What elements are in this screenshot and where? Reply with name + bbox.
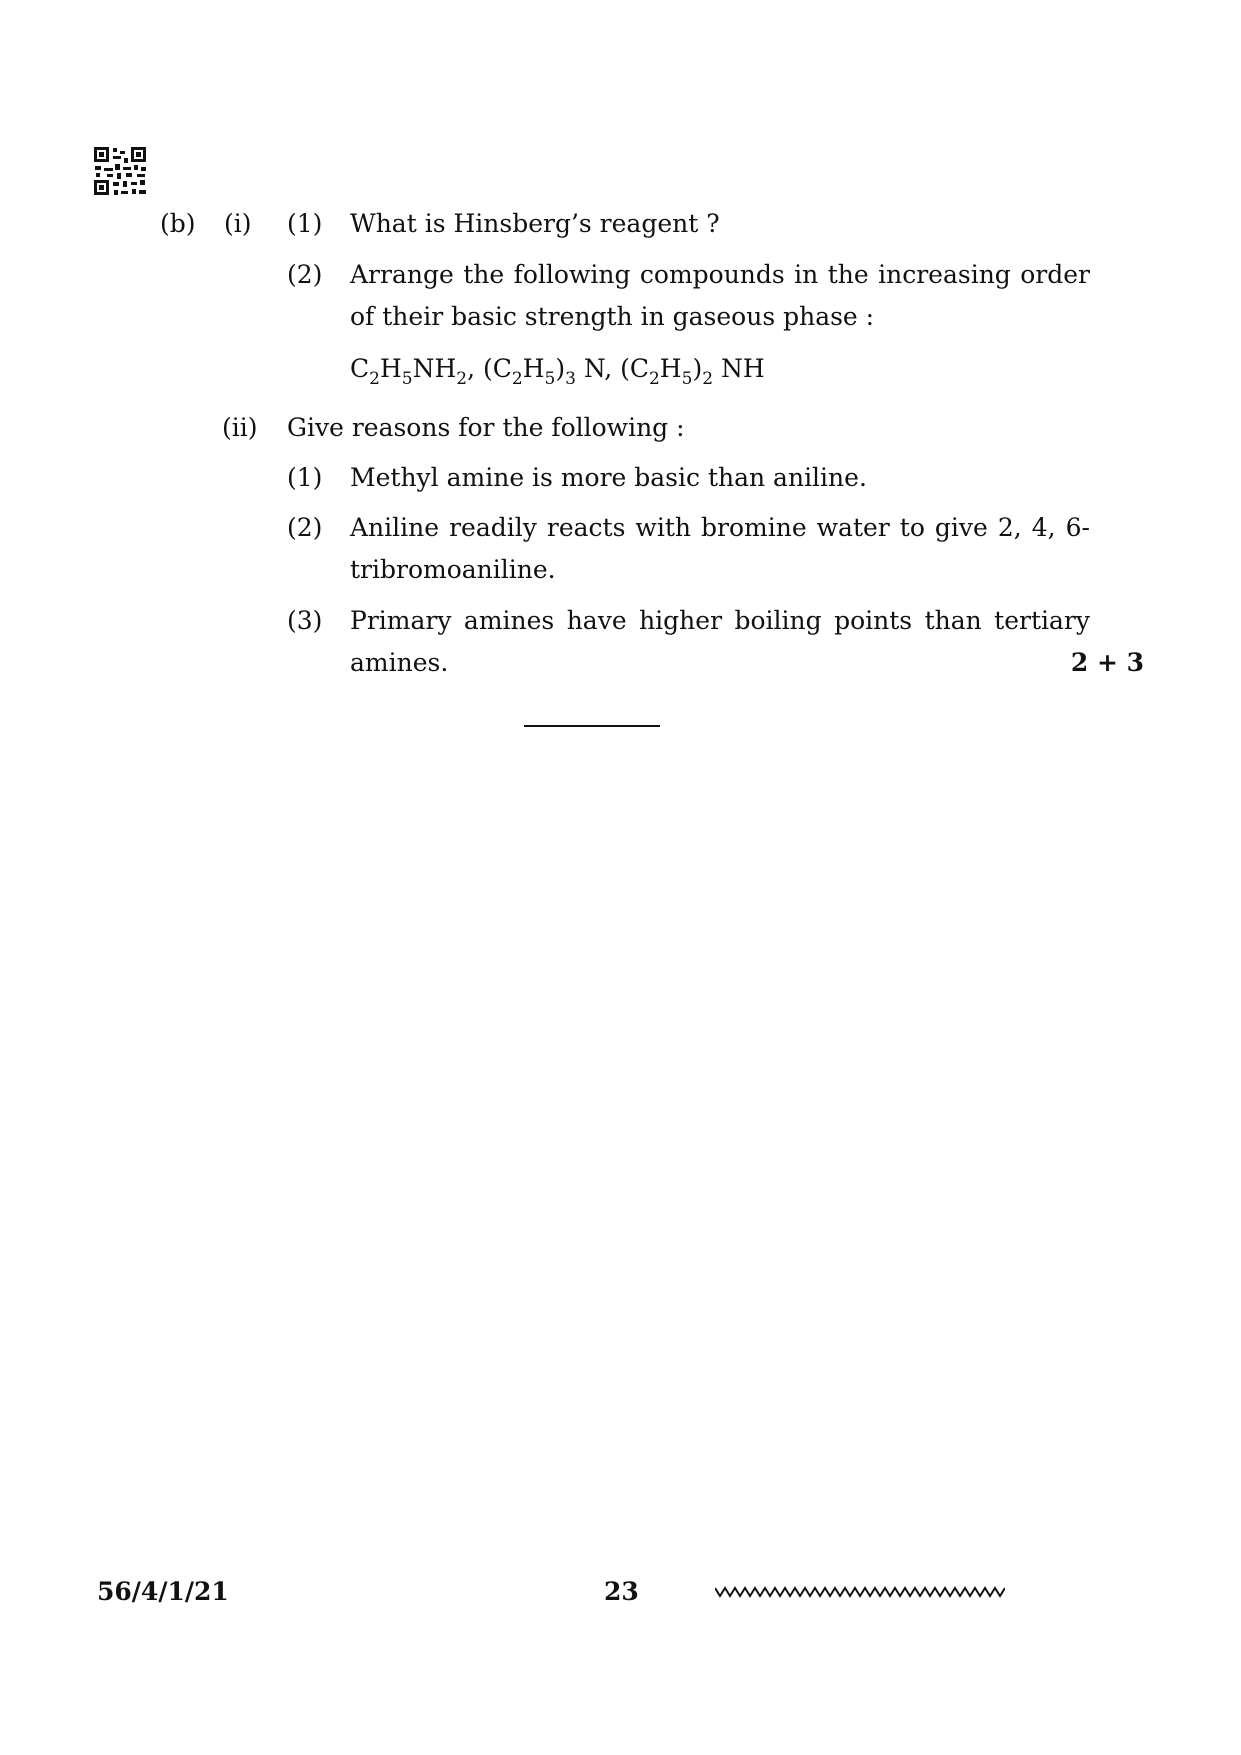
question-text-line: of their basic strength in gaseous phase : bbox=[350, 302, 875, 331]
reason-text-line: tribromoaniline. bbox=[350, 555, 556, 584]
paper-code: 56/4/1/21 bbox=[97, 1577, 229, 1606]
item-number: (2) bbox=[287, 513, 323, 542]
reason-text-line: Primary amines have higher boiling points than tertiary bbox=[350, 606, 1090, 635]
item-number: (3) bbox=[287, 606, 323, 635]
end-of-question-divider bbox=[524, 725, 660, 727]
marks-allocation: 2 + 3 bbox=[1070, 648, 1144, 677]
reason-text-line: Aniline readily reacts with bromine water to give 2, 4, 6- bbox=[350, 513, 1090, 542]
item-number: (2) bbox=[287, 260, 323, 289]
reason-text-line: amines. bbox=[350, 648, 449, 677]
sub-part-ii-label: (ii) bbox=[222, 413, 258, 442]
item-number: (1) bbox=[287, 463, 323, 492]
qr-code-icon bbox=[93, 146, 147, 196]
sub-part-heading: Give reasons for the following : bbox=[287, 413, 685, 442]
page-number: 23 bbox=[604, 1577, 639, 1606]
wavy-line-decoration bbox=[715, 1584, 1005, 1600]
question-text: What is Hinsberg’s reagent ? bbox=[350, 209, 720, 238]
sub-part-i-label: (i) bbox=[224, 209, 252, 238]
reason-text: Methyl amine is more basic than aniline. bbox=[350, 463, 867, 492]
chemical-formula-list: $C_2H_5NH_2$, $(C_2H_5)_3$ N, $(C_2H_5)_2$ NH bbox=[350, 354, 765, 389]
item-number: (1) bbox=[287, 209, 323, 238]
question-text-line: Arrange the following compounds in the increasing order bbox=[350, 260, 1090, 289]
part-label: (b) bbox=[160, 209, 196, 238]
